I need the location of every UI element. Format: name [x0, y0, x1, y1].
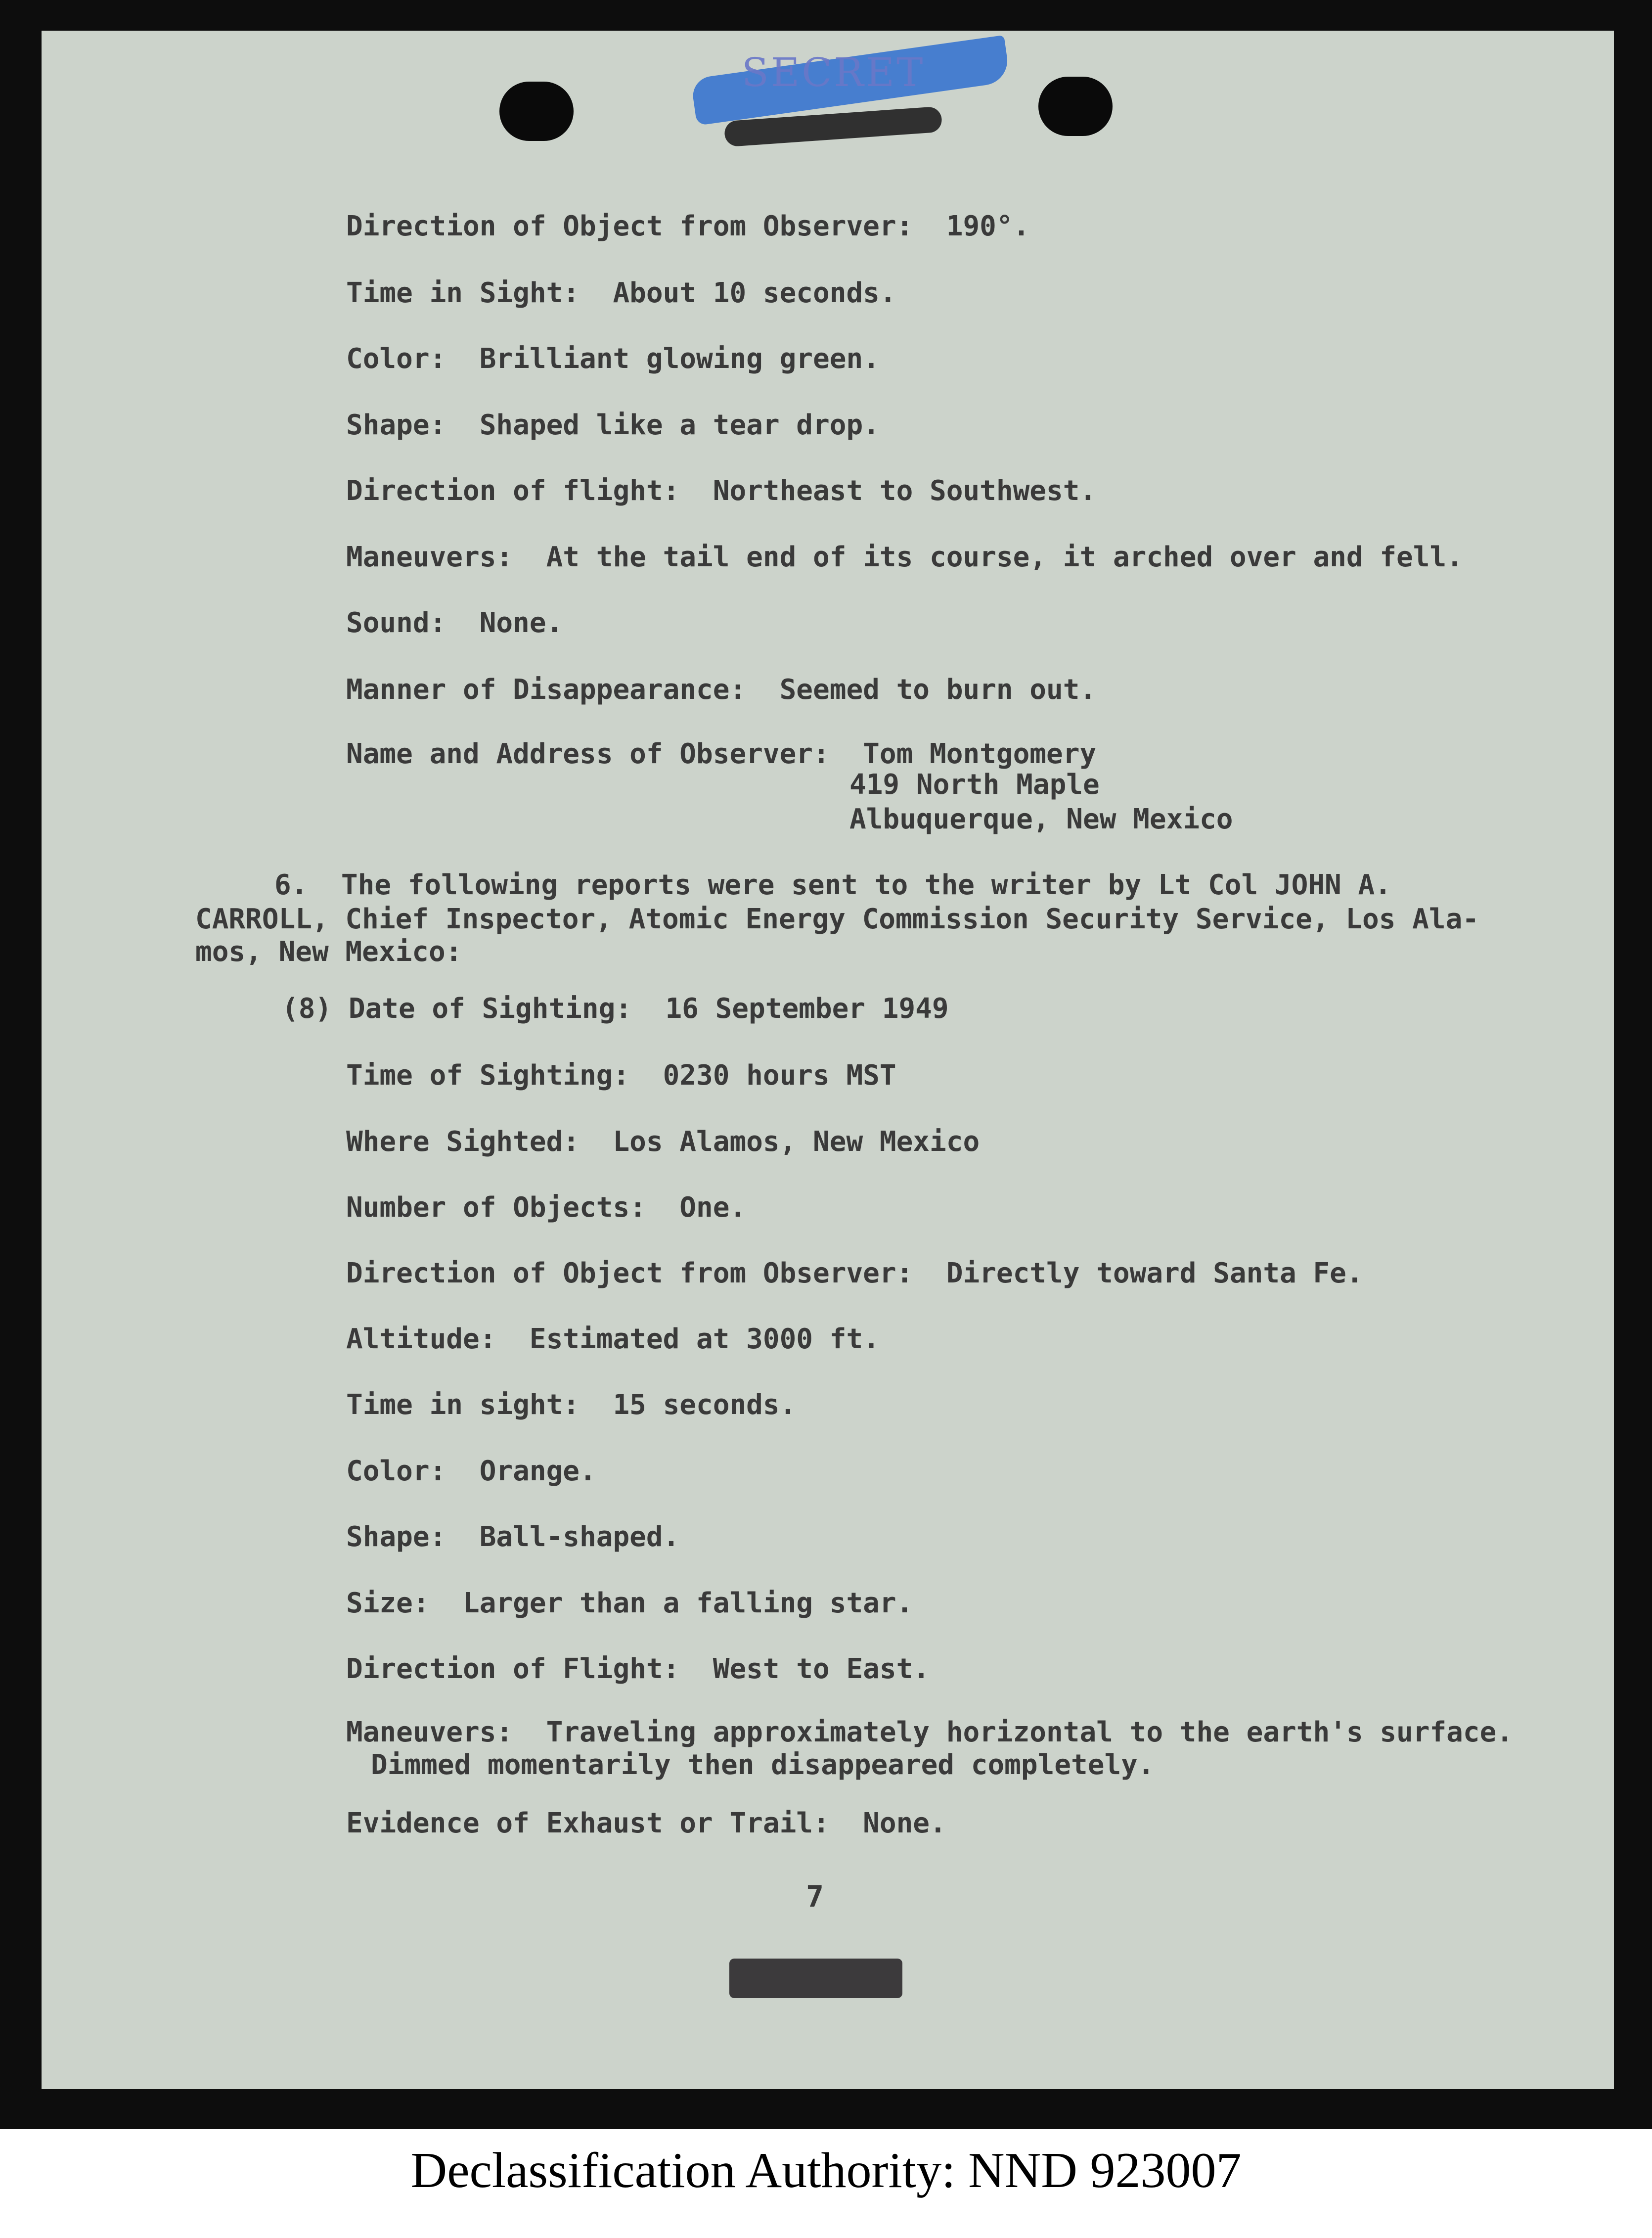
text-line: Sound: None.: [346, 607, 563, 639]
text-line: Color: Brilliant glowing green.: [346, 343, 880, 375]
redaction-mark-bottom: [729, 1959, 902, 1998]
text-line: Time in Sight: About 10 seconds.: [346, 277, 896, 309]
text-line: Altitude: Estimated at 3000 ft.: [346, 1323, 880, 1355]
classification-stamp: SECRET: [742, 49, 925, 95]
text-line: Direction of Object from Observer: 190°.: [346, 210, 1030, 242]
text-line: Time of Sighting: 0230 hours MST: [346, 1059, 896, 1092]
text-line: Shape: Shaped like a tear drop.: [346, 409, 880, 441]
text-line: Direction of flight: Northeast to Southwest.: [346, 475, 1097, 507]
text-line: Time in sight: 15 seconds.: [346, 1389, 797, 1421]
text-line: Direction of Flight: West to East.: [346, 1653, 930, 1685]
page-number: 7: [806, 1879, 824, 1914]
address-line: 419 North Maple: [849, 769, 1100, 801]
text-line: Maneuvers: Traveling approximately horizontal to the earth's surface.: [346, 1716, 1514, 1748]
paragraph-line: mos, New Mexico:: [195, 936, 462, 968]
text-line: (8) Date of Sighting: 16 September 1949: [282, 993, 949, 1025]
paragraph-line: 6. The following reports were sent to the writer by Lt Col JOHN A.: [274, 869, 1391, 901]
text-line: Name and Address of Observer: Tom Montgomery: [346, 738, 1097, 770]
declassification-footer: Declassification Authority: NND 923007: [410, 2143, 1242, 2198]
punch-hole-right: [1038, 77, 1113, 136]
text-line: Shape: Ball-shaped.: [346, 1521, 680, 1553]
text-line: Evidence of Exhaust or Trail: None.: [346, 1807, 946, 1839]
text-line: Number of Objects: One.: [346, 1191, 747, 1224]
text-line: Manner of Disappearance: Seemed to burn out.: [346, 674, 1097, 706]
address-line: Albuquerque, New Mexico: [849, 803, 1233, 835]
text-line: Maneuvers: At the tail end of its course, it arched over and fell.: [346, 541, 1463, 573]
text-line: Size: Larger than a falling star.: [346, 1587, 913, 1619]
text-line: Dimmed momentarily then disappeared completely.: [371, 1749, 1155, 1781]
punch-hole-left: [499, 82, 574, 141]
text-line: Color: Orange.: [346, 1455, 596, 1487]
text-line: Where Sighted: Los Alamos, New Mexico: [346, 1126, 980, 1158]
paragraph-line: CARROLL, Chief Inspector, Atomic Energy Commission Security Service, Los Ala-: [195, 903, 1479, 935]
text-line: Direction of Object from Observer: Directly toward Santa Fe.: [346, 1257, 1363, 1289]
